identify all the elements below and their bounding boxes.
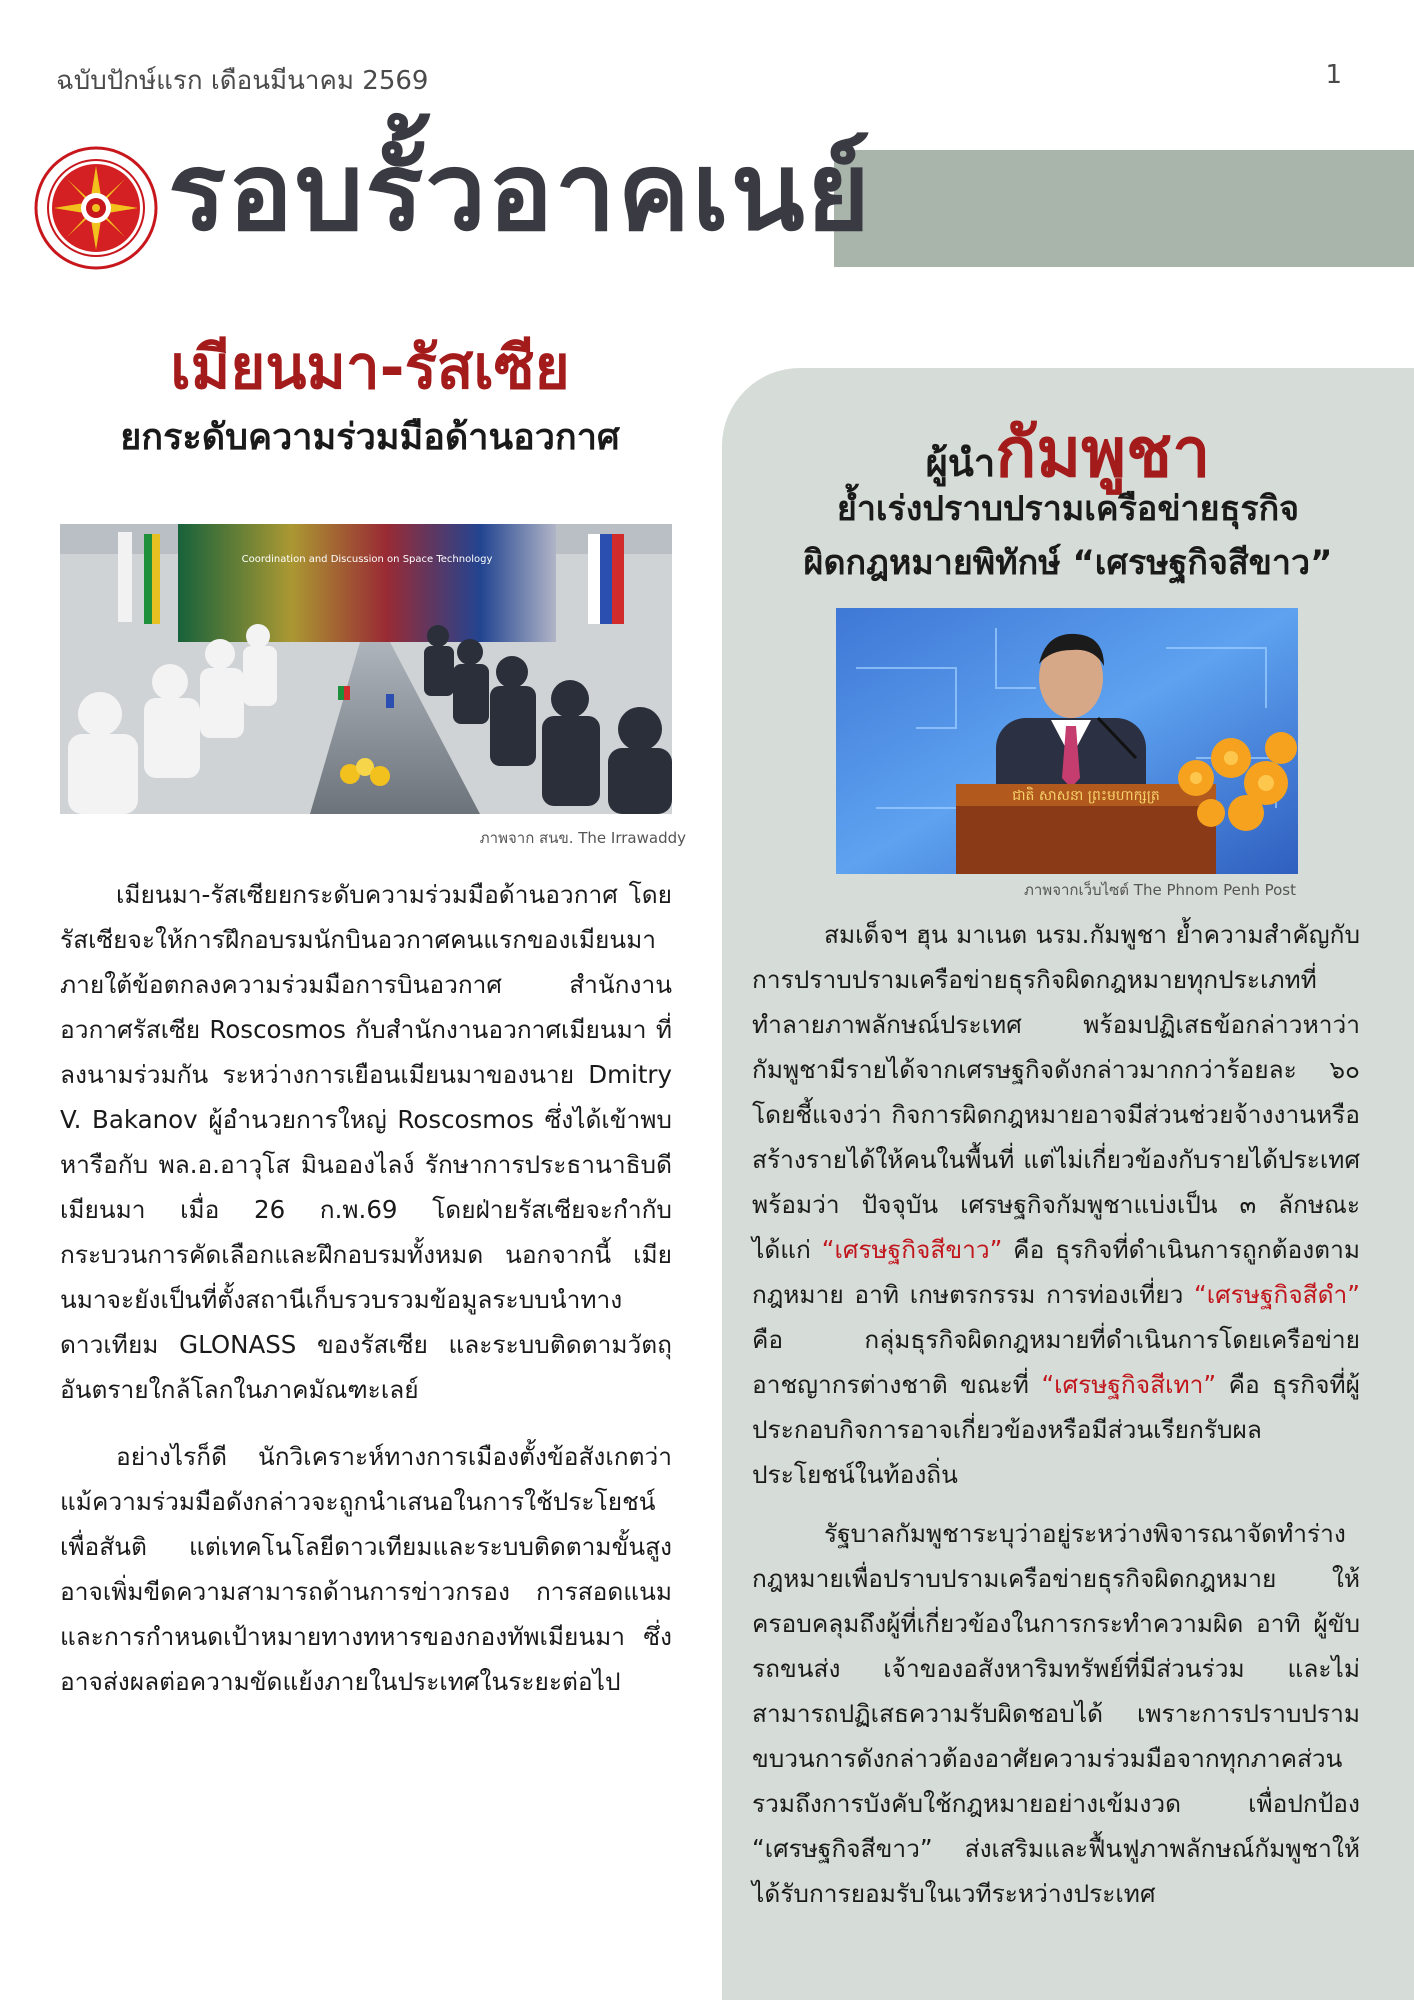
left-subheadline: ยกระดับความร่วมมือด้านอวกาศ xyxy=(120,417,620,458)
white-economy-term: “เศรษฐกิจสีขาว” xyxy=(821,1235,1003,1264)
masthead-band xyxy=(834,150,1414,267)
p1-part-c: คือ กลุ่มธุรกิจผิดกฎหมายที่ดำเนินการโดยเครือข่ายอาชญากรต่างชาติ ขณะที่ xyxy=(752,1325,1360,1399)
right-photo-caption: ภาพจากเว็บไซต์ The Phnom Penh Post xyxy=(1024,881,1296,899)
podium-text: ជាតិ សាសនា ព្រះមហាក្សត្រ xyxy=(1012,788,1160,804)
black-economy-term: “เศรษฐกิจสีดำ” xyxy=(1194,1280,1360,1309)
left-headline: เมียนมา-รัสเซีย xyxy=(170,333,570,403)
issue-date: ฉบับปักษ์แรก เดือนมีนาคม 2569 xyxy=(56,66,429,96)
p1-part-b: คือ ธุรกิจที่ดำเนินการถูกต้องตามกฎหมาย อาทิ เกษตรกรรม การท่องเที่ยว xyxy=(752,1235,1360,1309)
right-headline-country: กัมพูชา xyxy=(995,414,1211,493)
left-paragraph-2: อย่างไรก็ดี นักวิเคราะห์ทางการเมืองตั้งข้อสังเกตว่า แม้ความร่วมมือดังกล่าวจะถูกนำเสนอในการใช้ประโยชน์เพื่อสันติ แต่เทคโนโลยีดาวเทียมและระบบติดตามขั้นสูงอาจเพิ่มขีดความสามารถด้านการข่าวกรอง การสอดแนม และการกำหนดเป้าหมายทางทหารของกองทัพเมียนมา ซึ่งอาจส่งผลต่อความขัดแย้งภายในประเทศในระยะต่อไป xyxy=(60,1442,672,1696)
page-number: 1 xyxy=(1325,60,1342,90)
agency-seal-icon xyxy=(34,146,158,270)
right-paragraph-2: รัฐบาลกัมพูชาระบุว่าอยู่ระหว่างพิจารณาจัดทำร่างกฎหมายเพื่อปราบปรามเครือข่ายธุรกิจผิดกฎหมาย ให้ครอบคลุมถึงผู้ที่เกี่ยวข้องในการกระทำความผิด อาทิ ผู้ขับรถขนส่ง เจ้าของอสังหาริมทรัพย์ที่มีส่วนร่วม และไม่สามารถปฏิเสธความรับผิดชอบได้ เพราะการปราบปรามขบวนการดังกล่าวต้องอาศัยความร่วมมือจากทุกภาคส่วน รวมถึงการบังคับใช้กฎหมายอย่างเข้มงวด เพื่อปกป้อง “เศรษฐกิจสีขาว” ส่งเสริมและฟื้นฟูภาพลักษณ์กัมพูชาให้ได้รับการยอมรับในเวทีระหว่างประเทศ xyxy=(752,1519,1360,1908)
right-paragraph-1 xyxy=(752,912,1360,1497)
right-subheadline-line2: ผิดกฎหมายพิทักษ์ “เศรษฐกิจสีขาว” xyxy=(803,543,1333,583)
right-article-body xyxy=(752,912,1360,1916)
right-subheadline xyxy=(722,482,1414,590)
right-subheadline-line1: ย้ำเร่งปราบปรามเครือข่ายธุรกิจ xyxy=(836,489,1300,529)
left-paragraph-1: เมียนมา-รัสเซียยกระดับความร่วมมือด้านอวกาศ โดยรัสเซียจะให้การฝึกอบรมนักบินอวกาศคนแรกของเมียนมา ภายใต้ข้อตกลงความร่วมมือการบินอวกาศ สำนักงานอวกาศรัสเซีย Roscosmos กับสำนักงานอวกาศเมียนมา ที่ลงนามร่วมกัน ระหว่างการเยือนเมียนมาของนาย Dmitry V. Bakanov ผู้อำนวยการใหญ่ Roscosmos ซึ่งได้เข้าพบหารือกับ พล.อ.อาวุโส มินอองไลง์ รักษาการประธานาธิบดีเมียนมา เมื่อ 26 ก.พ.69 โดยฝ่ายรัสเซียจะกำกับกระบวนการคัดเลือกและฝึกอบรมทั้งหมด นอกจากนี้ เมียนมาจะยังเป็นที่ตั้งสถานีเก็บรวบรวมข้อมูลระบบนำทางดาวเทียม GLONASS ของรัสเซีย และระบบติดตามวัตถุอันตรายใกล้โลกในภาคมัณฑะเลย์ xyxy=(60,880,672,1404)
right-headline-prefix: ผู้นำ xyxy=(925,441,996,485)
p1-part-a: สมเด็จฯ ฮุน มาเนต นรม.กัมพูชา ย้ำความสำคัญกับการปราบปรามเครือข่ายธุรกิจผิดกฎหมายทุกประเภทที่ทำลายภาพลักษณ์ประเทศ พร้อมปฏิเสธข้อกล่าวหาว่ากัมพูชามีรายได้จากเศรษฐกิจดังกล่าวมากกว่าร้อยละ ๖๐ โดยชี้แจงว่า กิจการผิดกฎหมายอาจมีส่วนช่วยจ้างงานหรือสร้างรายได้ให้คนในพื้นที่ แต่ไม่เกี่ยวข้องกับรายได้ประเทศ พร้อมว่า ปัจจุบัน เศรษฐกิจกัมพูชาแบ่งเป็น ๓ ลักษณะ ได้แก่ xyxy=(752,920,1360,1264)
screen-banner-text: Coordination and Discussion on Space Technology xyxy=(241,554,493,565)
grey-economy-term: “เศรษฐกิจสีเทา” xyxy=(1041,1370,1217,1399)
masthead-title: รอบรั้วอาคเนย์ xyxy=(168,130,872,255)
meeting-photo xyxy=(60,524,672,814)
speaker-photo xyxy=(836,608,1298,874)
left-photo-caption: ภาพจาก สนข. The Irrawaddy xyxy=(479,829,686,847)
left-article-body xyxy=(60,872,672,1704)
p1-part-d: คือ ธุรกิจที่ผู้ประกอบกิจการอาจเกี่ยวข้องหรือมีส่วนเรียกรับผลประโยชน์ในท้องถิ่น xyxy=(752,1370,1360,1489)
